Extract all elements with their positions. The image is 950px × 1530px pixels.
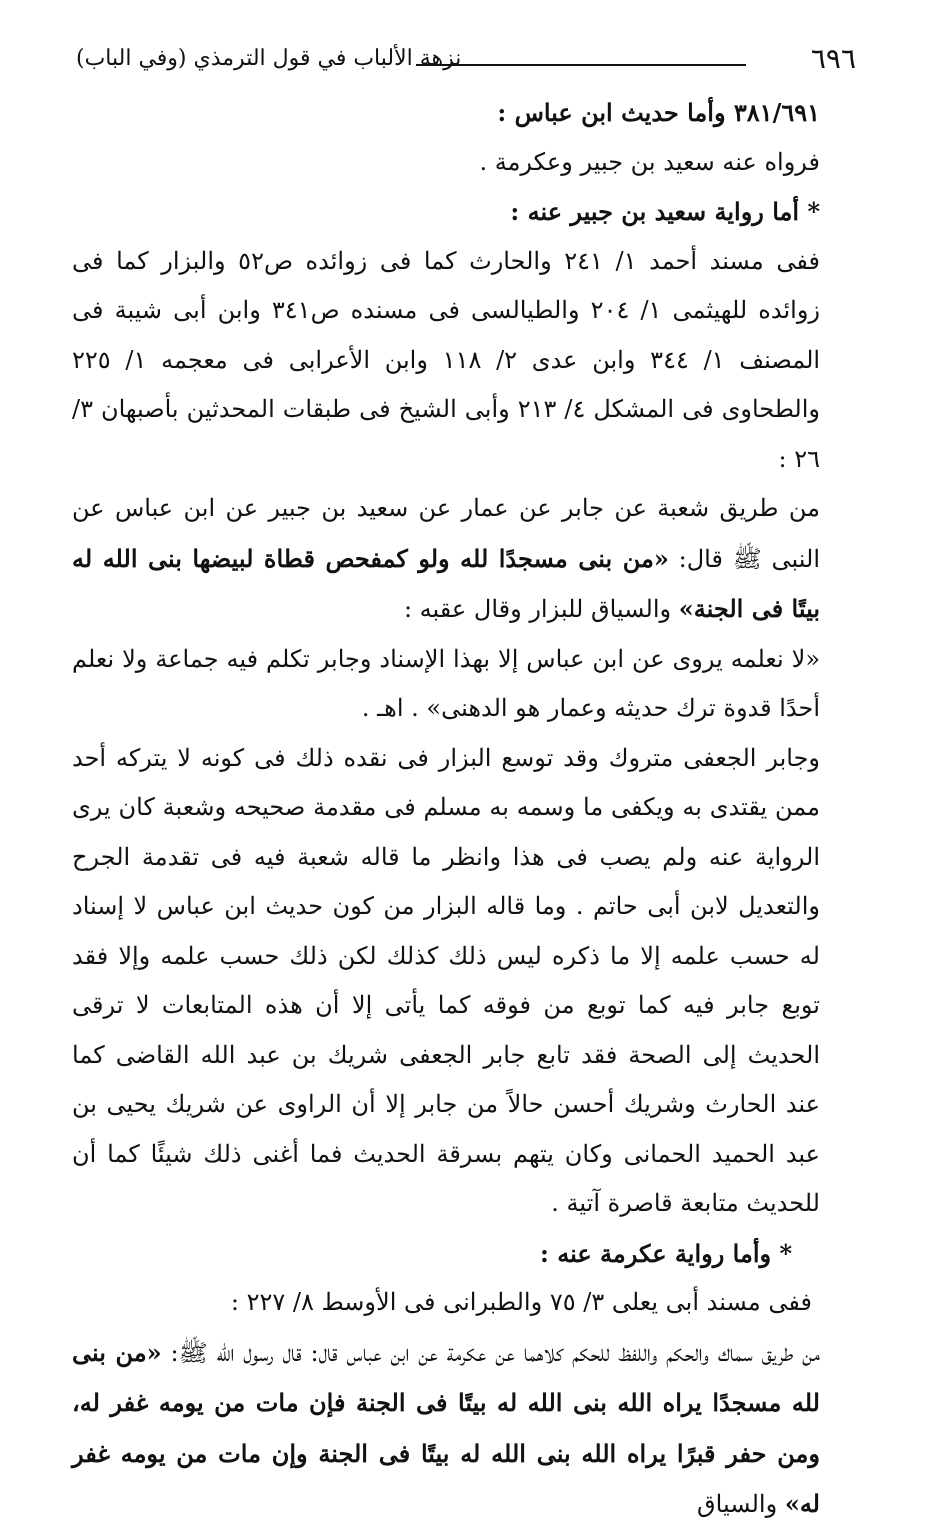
page-body [72, 88, 852, 1530]
jabir-paragraph: وجابر الجعفى متروك وقد توسع البزار فى نقده ذلك فى كونه لا يتركه أحد ممن يقتدى به ويكفى ما وسمه به مسلم فى مقدمة صحيحه وشعبة كان يرى الرواية عنه ولم يصب فى هذا وانظر ما قاله شعبة فيه فى تقدمة الجرح والتعديل لابن أبى حاتم . وما قاله البزار من كون حديث ابن عباس لا إسناد له حسب علمه إلا ما ذكره ليس ذلك كذلك لكن ذلك حسب علمه وإلا فقد توبع جابر فيه كما توبع من فوقه كما يأتى إلا أن هذه المتابعات لا ترقى الحديث إلى الصحة فقد تابع جابر الجعفى شريك بن عبد الله القاضى كما عند الحارث وشريك أحسن حالاً من جابر إلا أن الراوى عن شريك يحيى بن عبد الحميد الحمانى وكان يتهم بسرقة الحديث فما أغنى ذلك شيئًا كما أن للحديث متابعة قاصرة آتية . [72, 743, 820, 1217]
hadith-matn-quote-2: «من بنى لله مسجدًا يراه الله بنى الله له بيتًا فى الجنة فإن مات من يومه غفر له، ومن حفر قبرًا يراه الله بنى الله له بيتًا فى الجنة وإن مات من يومه غفر له» [72, 1337, 820, 1518]
isnad-text-2: من طريق سماك والحكم واللفظ للحكم كلاهما عن عكرمة عن ابن عباس قال: قال رسول الله ﷺ: [170, 1338, 820, 1367]
bazzar-quote: «لا نعلمه يروى عن ابن عباس إلا بهذا الإسناد وجابر تكلم فيه جماعة ولا نعلم أحدًا قدوة ترك حديثه وعمار هو الدهنى» . اهـ . [72, 644, 820, 722]
section-heading-said: * أما رواية سعيد بن جبير عنه : [510, 197, 820, 226]
page-number: ٦٩٦ [810, 42, 856, 75]
isnad-paragraph-2 [72, 1328, 852, 1530]
narrators-paragraph: فرواه عنه سعيد بن جبير وعكرمة . [479, 147, 820, 176]
isnad-paragraph-1 [72, 484, 852, 635]
sources-paragraph-1: ففى مسند أحمد ١/ ٢٤١ والحارث كما فى زوائده ص٥٢ والبزار كما فى زوائده للهيثمى ١/ ٢٠٤ والطيالسى فى مسنده ص٣٤١ وابن أبى شيبة فى المصنف ١/ ٣٤٤ وابن عدى ٢/ ١١٨ وابن الأعرابى فى معجمه ١/ ٢٢٥ والطحاوى فى المشكل ٤/ ٢١٣ وأبى الشيخ فى طبقات المحدثين بأصبهان ٣/ ٢٦ : [72, 246, 821, 473]
page-header [76, 42, 856, 82]
header-rule [416, 64, 746, 66]
isnad-text: من طريق شعبة عن جابر عن عمار عن سعيد بن جبير عن ابن عباس عن النبى ﷺ قال: [72, 494, 820, 573]
hadith-heading: ٣٨١/٦٩١ وأما حديث ابن عباس : [497, 98, 820, 127]
hadith-matn-quote: «من بنى مسجدًا لله ولو كمفحص قطاة لبيضها بنى الله له بيتًا فى الجنة» [72, 543, 820, 623]
isnad-context-2: والسياق [697, 1490, 778, 1518]
sources-paragraph-2: ففى مسند أبى يعلى ٣/ ٧٥ والطبرانى فى الأوسط ٨/ ٢٢٧ : [230, 1288, 812, 1316]
section-heading-ikrima: * وأما رواية عكرمة عنه : [540, 1238, 792, 1268]
isnad-context: والسياق للبزار وقال عقبه : [403, 595, 672, 623]
running-title: نزهة الألباب في قول الترمذي (وفي الباب) [76, 46, 462, 71]
